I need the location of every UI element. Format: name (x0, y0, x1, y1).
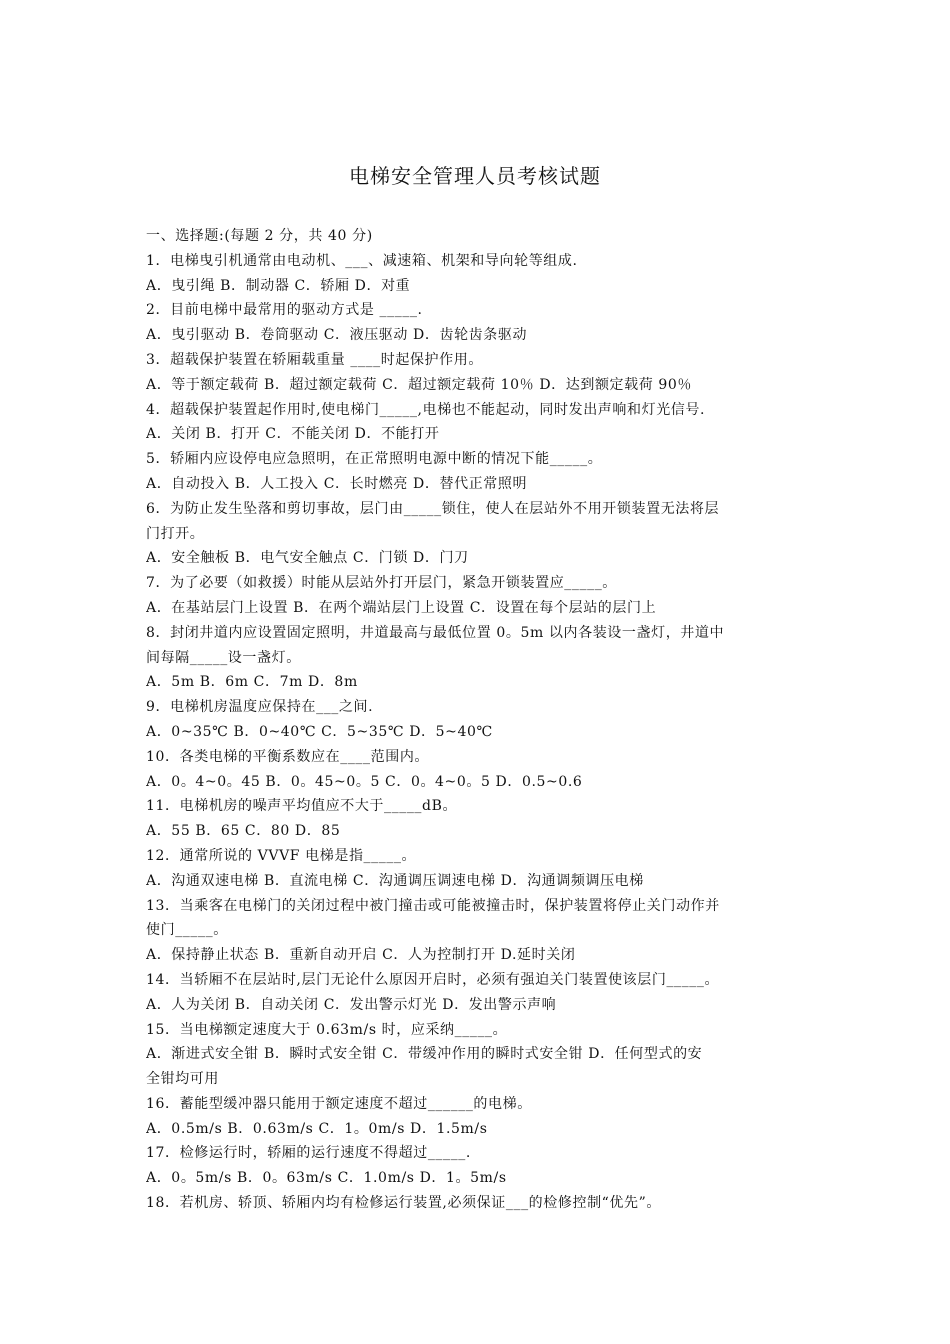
question-10: 10．各类电梯的平衡系数应在____范围内。 (146, 748, 430, 765)
options-5: A．自动投入 B．人工投入 C．长时燃亮 D．替代正常照明 (146, 475, 528, 492)
question-1: 1．电梯曳引机通常由电动机、___、减速箱、机架和导向轮等组成. (146, 252, 578, 269)
question-5: 5．轿厢内应设停电应急照明，在正常照明电源中断的情况下能_____。 (146, 451, 603, 468)
question-list (146, 224, 810, 1216)
options-10: A．0。4~0。45 B．0。45~0。5 C．0。4~0。5 D．0.5~0.6 (146, 773, 583, 790)
question-16: 16．蓄能型缓冲器只能用于额定速度不超过______的电梯。 (146, 1095, 532, 1112)
options-11: A．55 B．65 C．80 D．85 (146, 823, 341, 840)
question-8: 8．封闭井道内应设置固定照明，井道最高与最低位置 0。5m 以内各装设一盏灯，井道中 (146, 624, 725, 641)
options-6: A．安全触板 B．电气安全触点 C．门锁 D．门刀 (146, 550, 469, 567)
question-9: 9．电梯机房温度应保持在___之间. (146, 699, 374, 716)
question-17: 17．检修运行时，轿厢的运行速度不得超过_____. (146, 1145, 471, 1162)
options-3: A．等于额定载荷 B．超过额定载荷 C．超过额定载荷 10％ D．达到额定载荷 90％ (146, 376, 693, 393)
question-4: 4．超载保护装置起作用时,使电梯门_____,电梯也不能起动，同时发出声响和灯光信号. (146, 401, 706, 418)
options-16: A．0.5m/s B．0.63m/s C．1。0m/s D．1.5m/s (146, 1120, 488, 1137)
options-15-cont: 全钳均可用 (146, 1071, 219, 1088)
question-14: 14．当轿厢不在层站时,层门无论什么原因开启时，必须有强迫关门装置使该层门_____。 (146, 971, 720, 988)
options-1: A．曳引绳 B．制动器 C．轿厢 D．对重 (146, 277, 411, 294)
question-15: 15．当电梯额定速度大于 0.63m/s 时，应采纳_____。 (146, 1021, 508, 1038)
options-13: A．保持静止状态 B．重新自动开启 C．人为控制打开 D.延时关闭 (146, 947, 576, 964)
question-6-cont: 门打开。 (146, 525, 205, 542)
options-17: A．0。5m/s B．0。63m/s C．1.0m/s D．1。5m/s (146, 1170, 507, 1187)
question-18: 18．若机房、轿顶、轿厢内均有检修运行装置,必须保证___的检修控制“优先”。 (146, 1195, 661, 1212)
options-8: A．5m B．6m C．7m D．8m (146, 674, 358, 691)
options-2: A．曳引驱动 B．卷筒驱动 C．液压驱动 D．齿轮齿条驱动 (146, 327, 528, 344)
question-6: 6．为防止发生坠落和剪切事故，层门由_____锁住，使人在层站外不用开锁装置无法将层 (146, 500, 720, 517)
options-14: A．人为关闭 B．自动关闭 C．发出警示灯光 D．发出警示声响 (146, 996, 557, 1013)
options-12: A．沟通双速电梯 B．直流电梯 C．沟通调压调速电梯 D．沟通调频调压电梯 (146, 872, 644, 889)
question-12: 12．通常所说的 VVVF 电梯是指_____。 (146, 847, 417, 864)
question-13-cont: 使门_____。 (146, 922, 228, 939)
question-11: 11．电梯机房的噪声平均值应不大于_____dB。 (146, 798, 458, 815)
options-4: A．关闭 B．打开 C．不能关闭 D．不能打开 (146, 426, 440, 443)
question-2: 2．目前电梯中最常用的驱动方式是 _____. (146, 302, 423, 319)
options-15: A．渐进式安全钳 B．瞬时式安全钳 C．带缓冲作用的瞬时式安全钳 D．任何型式的安 (146, 1046, 703, 1063)
question-8-cont: 间每隔_____设一盏灯。 (146, 649, 301, 666)
question-13: 13．当乘客在电梯门的关闭过程中被门撞击或可能被撞击时，保护装置将停止关门动作并 (146, 897, 720, 914)
document-title: 电梯安全管理人员考核试题 (349, 164, 601, 188)
section-heading: 一、选择题:(每题 2 分，共 40 分) (146, 228, 373, 244)
question-7: 7．为了必要（如救援）时能从层站外打开层门，紧急开锁装置应_____。 (146, 575, 617, 592)
question-3: 3．超载保护装置在轿厢载重量 ____时起保护作用。 (146, 351, 483, 368)
options-9: A．0~35℃ B．0~40℃ C．5~35℃ D．5~40℃ (146, 723, 493, 740)
options-7: A．在基站层门上设置 B．在两个端站层门上设置 C．设置在每个层站的层门上 (146, 599, 657, 616)
